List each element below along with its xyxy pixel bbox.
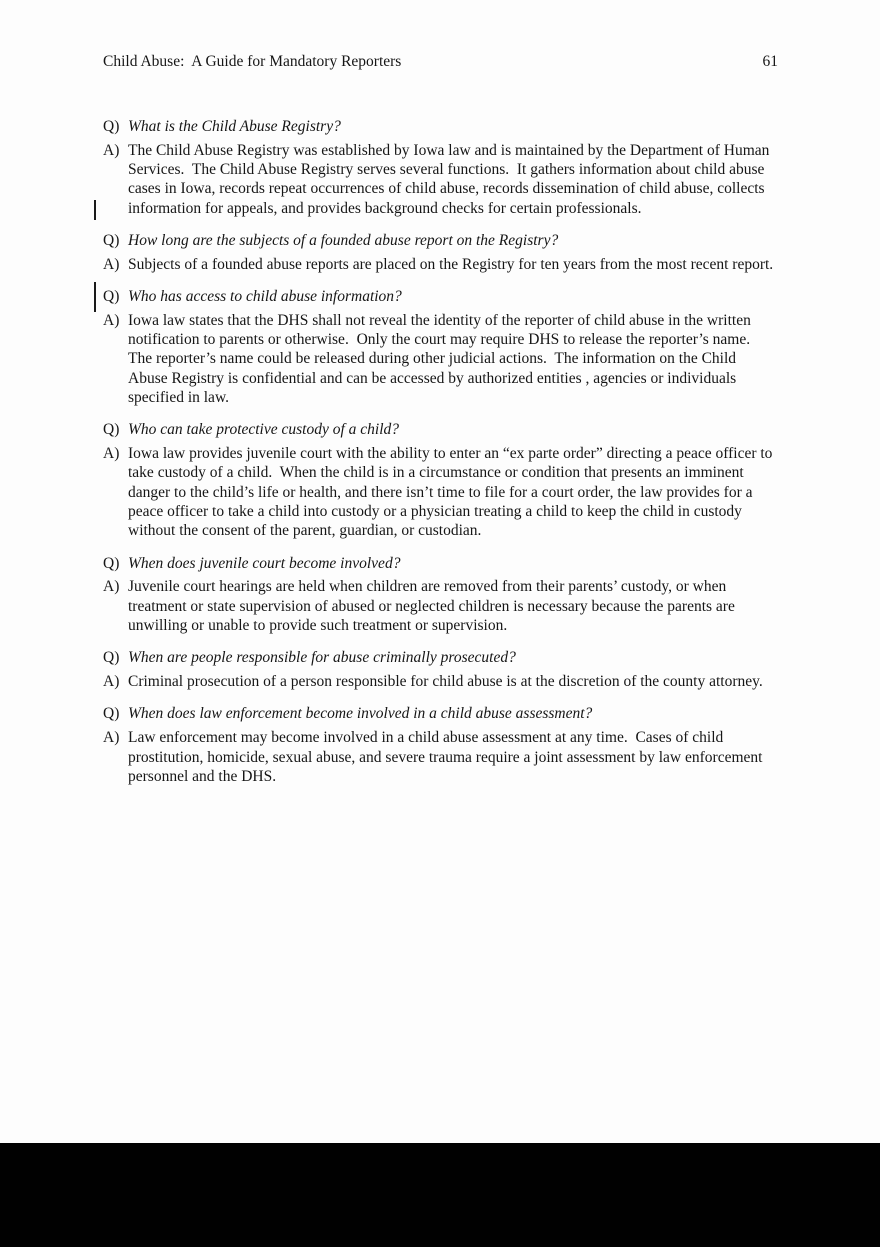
qa-block (103, 420, 777, 540)
q-label: Q) (103, 421, 120, 439)
question-text: Who has access to child abuse information? (128, 288, 402, 306)
page-number: 61 (762, 53, 778, 70)
answer-text: Iowa law provides juvenile court with the ability to enter an “ex parte order” directing a peace officer to take custody of a child. When the child is in a circumstance or condition that presents an imminent danger to the child’s life or health, and there isn’t time to file for a court order, the law provides for a peace officer to take a child into custody or a physician treating a child to keep the child in custody without the consent of the parent, guardian, or custodian. (128, 445, 777, 540)
answer-line (103, 672, 777, 691)
question-line (103, 287, 777, 306)
q-label: Q) (103, 554, 120, 572)
question-text: When are people responsible for abuse criminally prosecuted? (128, 649, 516, 667)
qa-block (103, 554, 777, 636)
qa-block (103, 231, 777, 274)
question-text: Who can take protective custody of a child? (128, 421, 400, 439)
question-line (103, 704, 777, 723)
question-line (103, 117, 777, 136)
question-line (103, 554, 777, 573)
a-label: A) (103, 673, 120, 691)
document-title: Child Abuse: A Guide for Mandatory Reporters (103, 53, 402, 70)
q-label: Q) (103, 705, 120, 723)
answer-line (103, 255, 777, 274)
question-text: When does juvenile court become involved? (128, 554, 401, 572)
q-label: Q) (103, 118, 120, 135)
answer-text: Juvenile court hearings are held when children are removed from their parents’ custody, or when treatment or state supervision of abused or neglected children is necessary because the parents are unwilling or unable to provide such treatment or supervision. (128, 578, 739, 635)
answer-text: Criminal prosecution of a person responsible for child abuse is at the discretion of the county attorney. (128, 673, 763, 691)
q-label: Q) (103, 288, 120, 306)
answer-line (103, 444, 777, 540)
a-label: A) (103, 578, 120, 596)
a-label: A) (103, 141, 120, 159)
answer-text: Iowa law states that the DHS shall not reveal the identity of the reporter of child abuse in the written notification to parents or otherwise. Only the court may require DHS to release the reporter’s name. The reporter’s name could be released during other judicial actions. The information on the Child Abuse Registry is confidential and can be accessed by authorized entities , agencies or individuals specified in law. (128, 311, 758, 407)
qa-block (103, 704, 777, 786)
answer-line (103, 728, 777, 786)
answer-line (103, 577, 777, 635)
scan-artifact-bottom (0, 1143, 880, 1247)
qa-block (103, 648, 777, 691)
answer-text: Subjects of a founded abuse reports are placed on the Registry for ten years from the most recent report. (128, 255, 774, 273)
a-label: A) (103, 445, 120, 463)
question-text: What is the Child Abuse Registry? (128, 118, 341, 135)
a-label: A) (103, 311, 120, 329)
q-label: Q) (103, 231, 120, 249)
question-text: When does law enforcement become involved in a child abuse assessment? (128, 705, 593, 723)
answer-text: The Child Abuse Registry was established by Iowa law and is maintained by the Department of Human Services. The Child Abuse Registry serves several functions. It gathers information about child abuse cases in Iowa, records repeat occurrences of child abuse, records dissemination of child abuse, collects information for appeals, and provides background checks for certain professionals. (128, 141, 774, 217)
qa-section (103, 117, 777, 799)
qa-block (103, 117, 777, 218)
question-line (103, 231, 777, 250)
answer-text: Law enforcement may become involved in a child abuse assessment at any time. Cases of child prostitution, homicide, sexual abuse, and severe trauma require a joint assessment by law enforcement personnel and the DHS. (128, 729, 767, 785)
answer-line (103, 141, 777, 218)
page-header (103, 52, 778, 71)
answer-line (103, 311, 777, 407)
a-label: A) (103, 729, 120, 747)
a-label: A) (103, 255, 120, 273)
question-line (103, 648, 777, 667)
question-line (103, 420, 777, 439)
question-text: How long are the subjects of a founded abuse report on the Registry? (128, 231, 559, 249)
change-bar (94, 200, 96, 220)
q-label: Q) (103, 649, 120, 667)
qa-block (103, 287, 777, 407)
change-bar (94, 282, 96, 312)
